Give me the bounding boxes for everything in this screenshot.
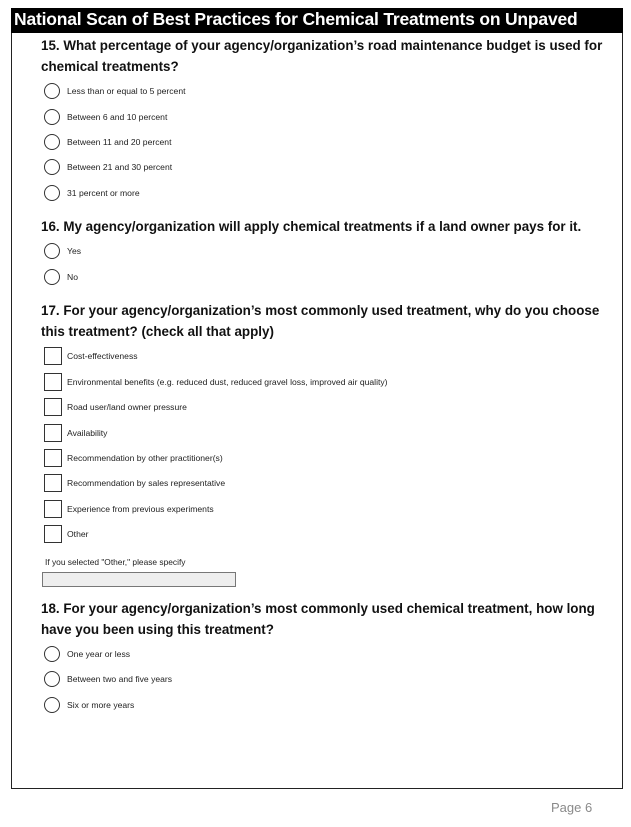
option-label: Environmental benefits (e.g. reduced dust, reduced gravel loss, improved air quality) (67, 377, 388, 387)
question-16: 16. My agency/organization will apply chemical treatments if a land owner pays for it. (41, 219, 582, 234)
radio-button[interactable] (44, 83, 60, 99)
option-label: Yes (67, 246, 82, 256)
header-bar (11, 8, 623, 33)
checkbox[interactable] (44, 449, 62, 467)
q18-option-3[interactable] (44, 694, 134, 716)
checkbox[interactable] (44, 373, 62, 391)
q15-option-2[interactable] (44, 106, 167, 128)
q15-option-5[interactable] (44, 182, 140, 204)
question-18: 18. For your agency/organization’s most commonly used chemical treatment, how long have you been using this treatment? (41, 601, 595, 637)
q18-option-2[interactable] (44, 668, 172, 690)
radio-button[interactable] (44, 159, 60, 175)
page-title: National Scan of Best Practices for Chemical Treatments on Unpaved (14, 9, 578, 29)
checkbox[interactable] (44, 525, 62, 543)
q17-option-other[interactable] (44, 523, 89, 545)
option-label: Between 6 and 10 percent (67, 112, 168, 122)
option-label: Cost-effectiveness (67, 351, 138, 361)
option-label: Availability (67, 428, 108, 438)
checkbox[interactable] (44, 347, 62, 365)
option-label: Less than or equal to 5 percent (67, 86, 186, 96)
specify-label: If you selected "Other," please specify (45, 557, 186, 567)
radio-button[interactable] (44, 185, 60, 201)
option-label: Recommendation by sales representative (67, 478, 226, 488)
specify-other-input[interactable] (42, 572, 236, 587)
question-17: 17. For your agency/organization’s most commonly used treatment, why do you choose this treatment? (check all that apply) (41, 303, 600, 339)
q17-option-cost[interactable] (44, 345, 138, 367)
question-15: 15. What percentage of your agency/organization’s road maintenance budget is used for chemical treatments? (41, 38, 603, 74)
radio-button[interactable] (44, 646, 60, 662)
checkbox[interactable] (44, 500, 62, 518)
q15-option-4[interactable] (44, 156, 172, 178)
q15-option-1[interactable] (44, 80, 185, 102)
radio-button[interactable] (44, 134, 60, 150)
q17-option-experience[interactable] (44, 498, 214, 520)
q16-option-yes[interactable] (44, 240, 81, 262)
radio-button[interactable] (44, 243, 60, 259)
option-label: Between two and five years (67, 674, 173, 684)
option-label: 31 percent or more (67, 188, 140, 198)
checkbox[interactable] (44, 398, 62, 416)
option-label: Experience from previous experiments (67, 504, 214, 514)
radio-button[interactable] (44, 697, 60, 713)
radio-button[interactable] (44, 109, 60, 125)
q17-option-sales[interactable] (44, 472, 225, 494)
option-label: Between 11 and 20 percent (67, 137, 172, 147)
option-label: Six or more years (67, 700, 135, 710)
q18-option-1[interactable] (44, 643, 130, 665)
option-label: Road user/land owner pressure (67, 402, 187, 412)
q17-option-practitioner[interactable] (44, 447, 223, 469)
q16-option-no[interactable] (44, 266, 78, 288)
option-label: One year or less (67, 649, 131, 659)
option-label: Between 21 and 30 percent (67, 162, 173, 172)
q17-option-environmental[interactable] (44, 371, 388, 393)
option-label: Recommendation by other practitioner(s) (67, 453, 223, 463)
page-number: Page 6 (551, 800, 593, 815)
option-label: Other (67, 529, 89, 539)
checkbox[interactable] (44, 474, 62, 492)
q17-option-pressure[interactable] (44, 396, 187, 418)
q15-option-3[interactable] (44, 131, 171, 153)
radio-button[interactable] (44, 269, 60, 285)
radio-button[interactable] (44, 671, 60, 687)
checkbox[interactable] (44, 424, 62, 442)
option-label: No (67, 272, 78, 282)
q17-option-availability[interactable] (44, 422, 107, 444)
